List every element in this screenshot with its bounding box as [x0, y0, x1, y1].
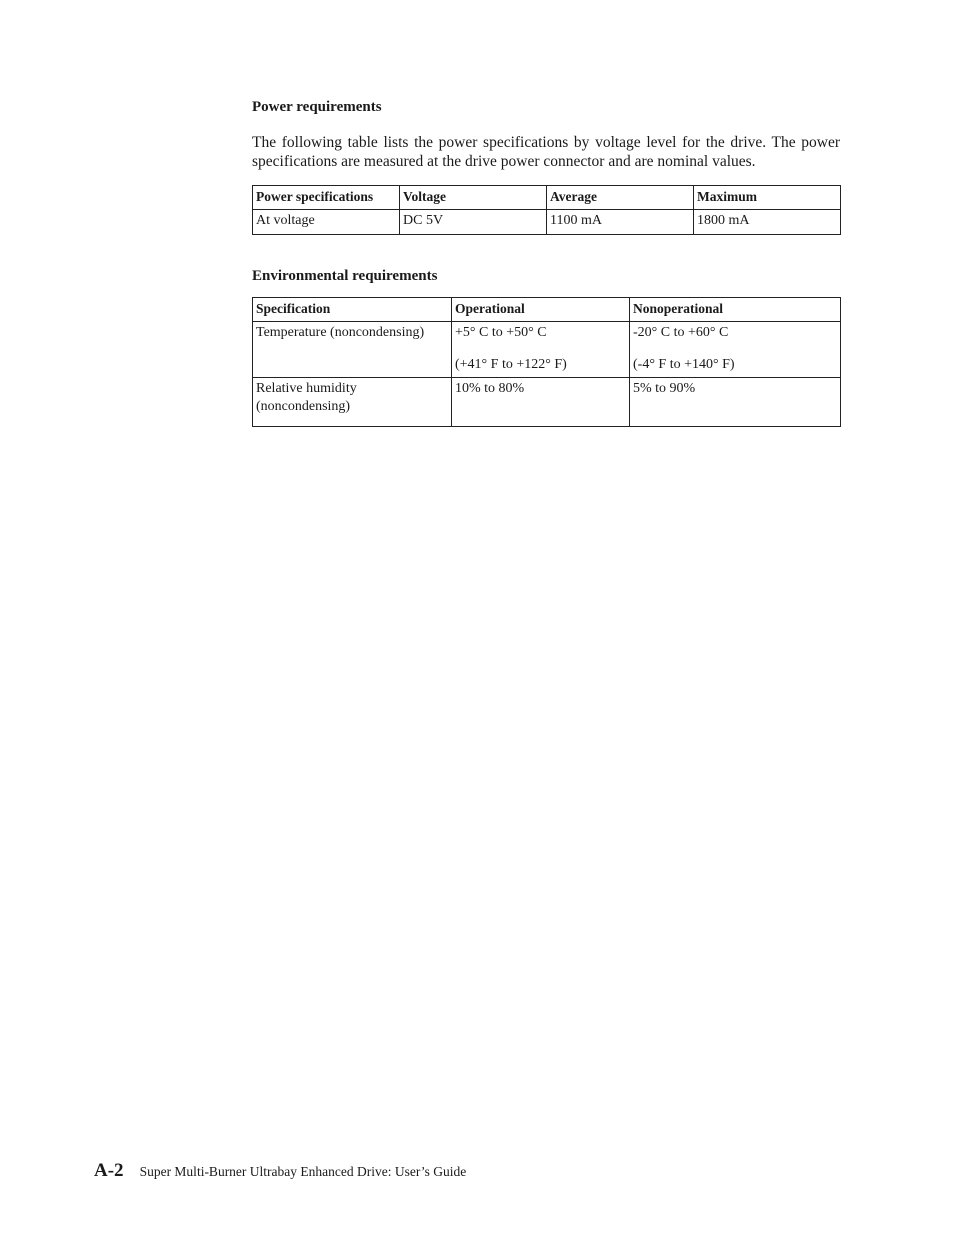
- table-cell: [452, 322, 630, 378]
- cell-line: +5° C to +50° C: [455, 325, 547, 340]
- column-header: Power specifications: [253, 186, 400, 210]
- table-header-row: [253, 186, 841, 210]
- cell-line: -20° C to +60° C: [633, 325, 729, 340]
- column-header: Maximum: [694, 186, 841, 210]
- table-header-row: [253, 298, 841, 322]
- environmental-requirements-heading: Environmental requirements: [252, 268, 438, 284]
- table-cell: DC 5V: [400, 210, 547, 235]
- cell-line: (-4° F to +140° F): [633, 357, 735, 372]
- table-cell: At voltage: [253, 210, 400, 235]
- table-row: [253, 210, 841, 235]
- power-intro-paragraph: The following table lists the power specifications by voltage level for the drive. The power specifications are measured at the drive power connector and are nominal values.: [252, 134, 840, 170]
- table-cell: Relative humidity (noncondensing): [253, 378, 452, 427]
- table-row: [253, 378, 841, 427]
- page-number: A-2: [94, 1160, 124, 1181]
- column-header: Voltage: [400, 186, 547, 210]
- table-cell: [630, 322, 841, 378]
- table-cell: Temperature (noncondensing): [253, 322, 452, 378]
- page-content: [252, 96, 840, 427]
- power-requirements-heading: Power requirements: [252, 99, 382, 115]
- table-row: [253, 322, 841, 378]
- environmental-requirements-table: [252, 297, 841, 427]
- cell-line: (+41° F to +122° F): [455, 357, 567, 372]
- table-cell: 5% to 90%: [630, 378, 841, 427]
- power-specifications-table: [252, 185, 841, 235]
- column-header: Specification: [253, 298, 452, 322]
- table-cell: 1100 mA: [547, 210, 694, 235]
- column-header: Average: [547, 186, 694, 210]
- page-footer: [94, 1160, 466, 1182]
- column-header: Nonoperational: [630, 298, 841, 322]
- column-header: Operational: [452, 298, 630, 322]
- table-cell: 10% to 80%: [452, 378, 630, 427]
- table-cell: 1800 mA: [694, 210, 841, 235]
- document-title: Super Multi-Burner Ultrabay Enhanced Drive: User’s Guide: [139, 1164, 467, 1179]
